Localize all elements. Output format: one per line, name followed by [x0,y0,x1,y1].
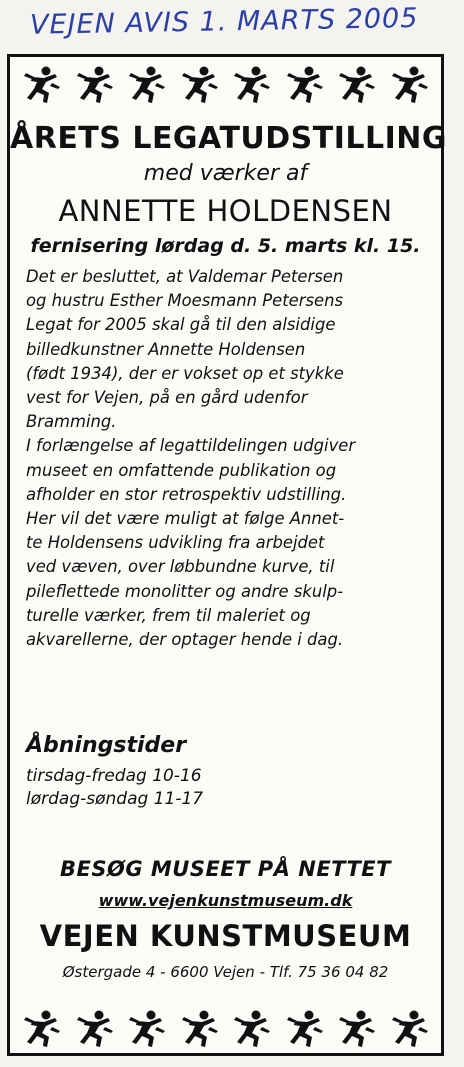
ad-title: ÅRETS LEGATUDSTILLING [10,121,448,156]
museum-name: VEJEN KUNSTMUSEUM [39,919,412,953]
body-line: afholder en stor retrospektiv udstilling. [26,484,347,504]
body-line: I forlængelse af legattildelingen udgiver [26,436,356,456]
figure-row-bottom [22,1009,432,1049]
museum-url: www.vejenkunstmuseum.dk [98,891,353,910]
museum-address: Østergade 4 - 6600 Vejen - Tlf. 75 36 04 82 [62,963,389,981]
vernissage-info: fernisering lørdag d. 5. marts kl. 15. [30,235,421,257]
body-line: pileflettede monolitter og andre skulp- [26,581,344,601]
running-figure-icon [75,65,117,105]
running-figure-icon [337,1009,379,1049]
running-figure-icon [75,1009,117,1049]
body-line: Det er besluttet, at Valdemar Petersen [26,267,344,286]
hours-line: tirsdag-fredag 10-16 [26,766,202,786]
artist-name: ANNETTE HOLDENSEN [58,194,393,228]
body-line: vest for Vejen, på en gård udenfor [26,388,308,408]
body-line: te Holdensens udvikling fra arbejdet [26,533,325,553]
ad-subtitle: med værker af [143,161,308,186]
body-line: ved væven, over løbbundne kurve, til [26,557,335,577]
running-figure-icon [285,1009,327,1049]
running-figure-icon [285,65,327,105]
running-figure-icon [390,65,432,105]
running-figure-icon [232,65,274,105]
running-figure-icon [337,65,379,105]
visit-web-heading: BESØG MUSEET PÅ NETTET [60,857,391,881]
body-line: turelle værker, frem til maleriet og [26,605,311,625]
body-line: og hustru Esther Moesmann Petersens [26,291,344,311]
running-figure-icon [180,65,222,105]
body-line: museet en omfattende publikation og [26,460,337,480]
body-line: Bramming. [26,412,117,432]
body-line: akvarellerne, der optager hende i dag. [26,630,344,650]
running-figure-icon [127,65,169,105]
running-figure-icon [180,1009,222,1049]
body-line: Legat for 2005 skal gå til den alsidige [26,315,336,335]
opening-hours [26,765,203,811]
running-figure-icon [22,65,64,105]
figure-row-top [22,65,432,105]
body-line: billedkunstner Annette Holdensen [26,339,306,359]
running-figure-icon [22,1009,64,1049]
running-figure-icon [127,1009,169,1049]
opening-hours-heading: Åbningstider [26,733,187,758]
body-text [26,265,441,652]
running-figure-icon [390,1009,432,1049]
body-line: (født 1934), der er vokset op et stykke [26,363,344,383]
advertisement [7,54,448,1056]
hours-line: lørdag-søndag 11-17 [26,789,204,809]
body-line: Her vil det være muligt at følge Annet- [26,509,345,529]
running-figure-icon [232,1009,274,1049]
handwritten-date-note: VEJEN AVIS 1. MARTS 2005 [29,2,419,41]
